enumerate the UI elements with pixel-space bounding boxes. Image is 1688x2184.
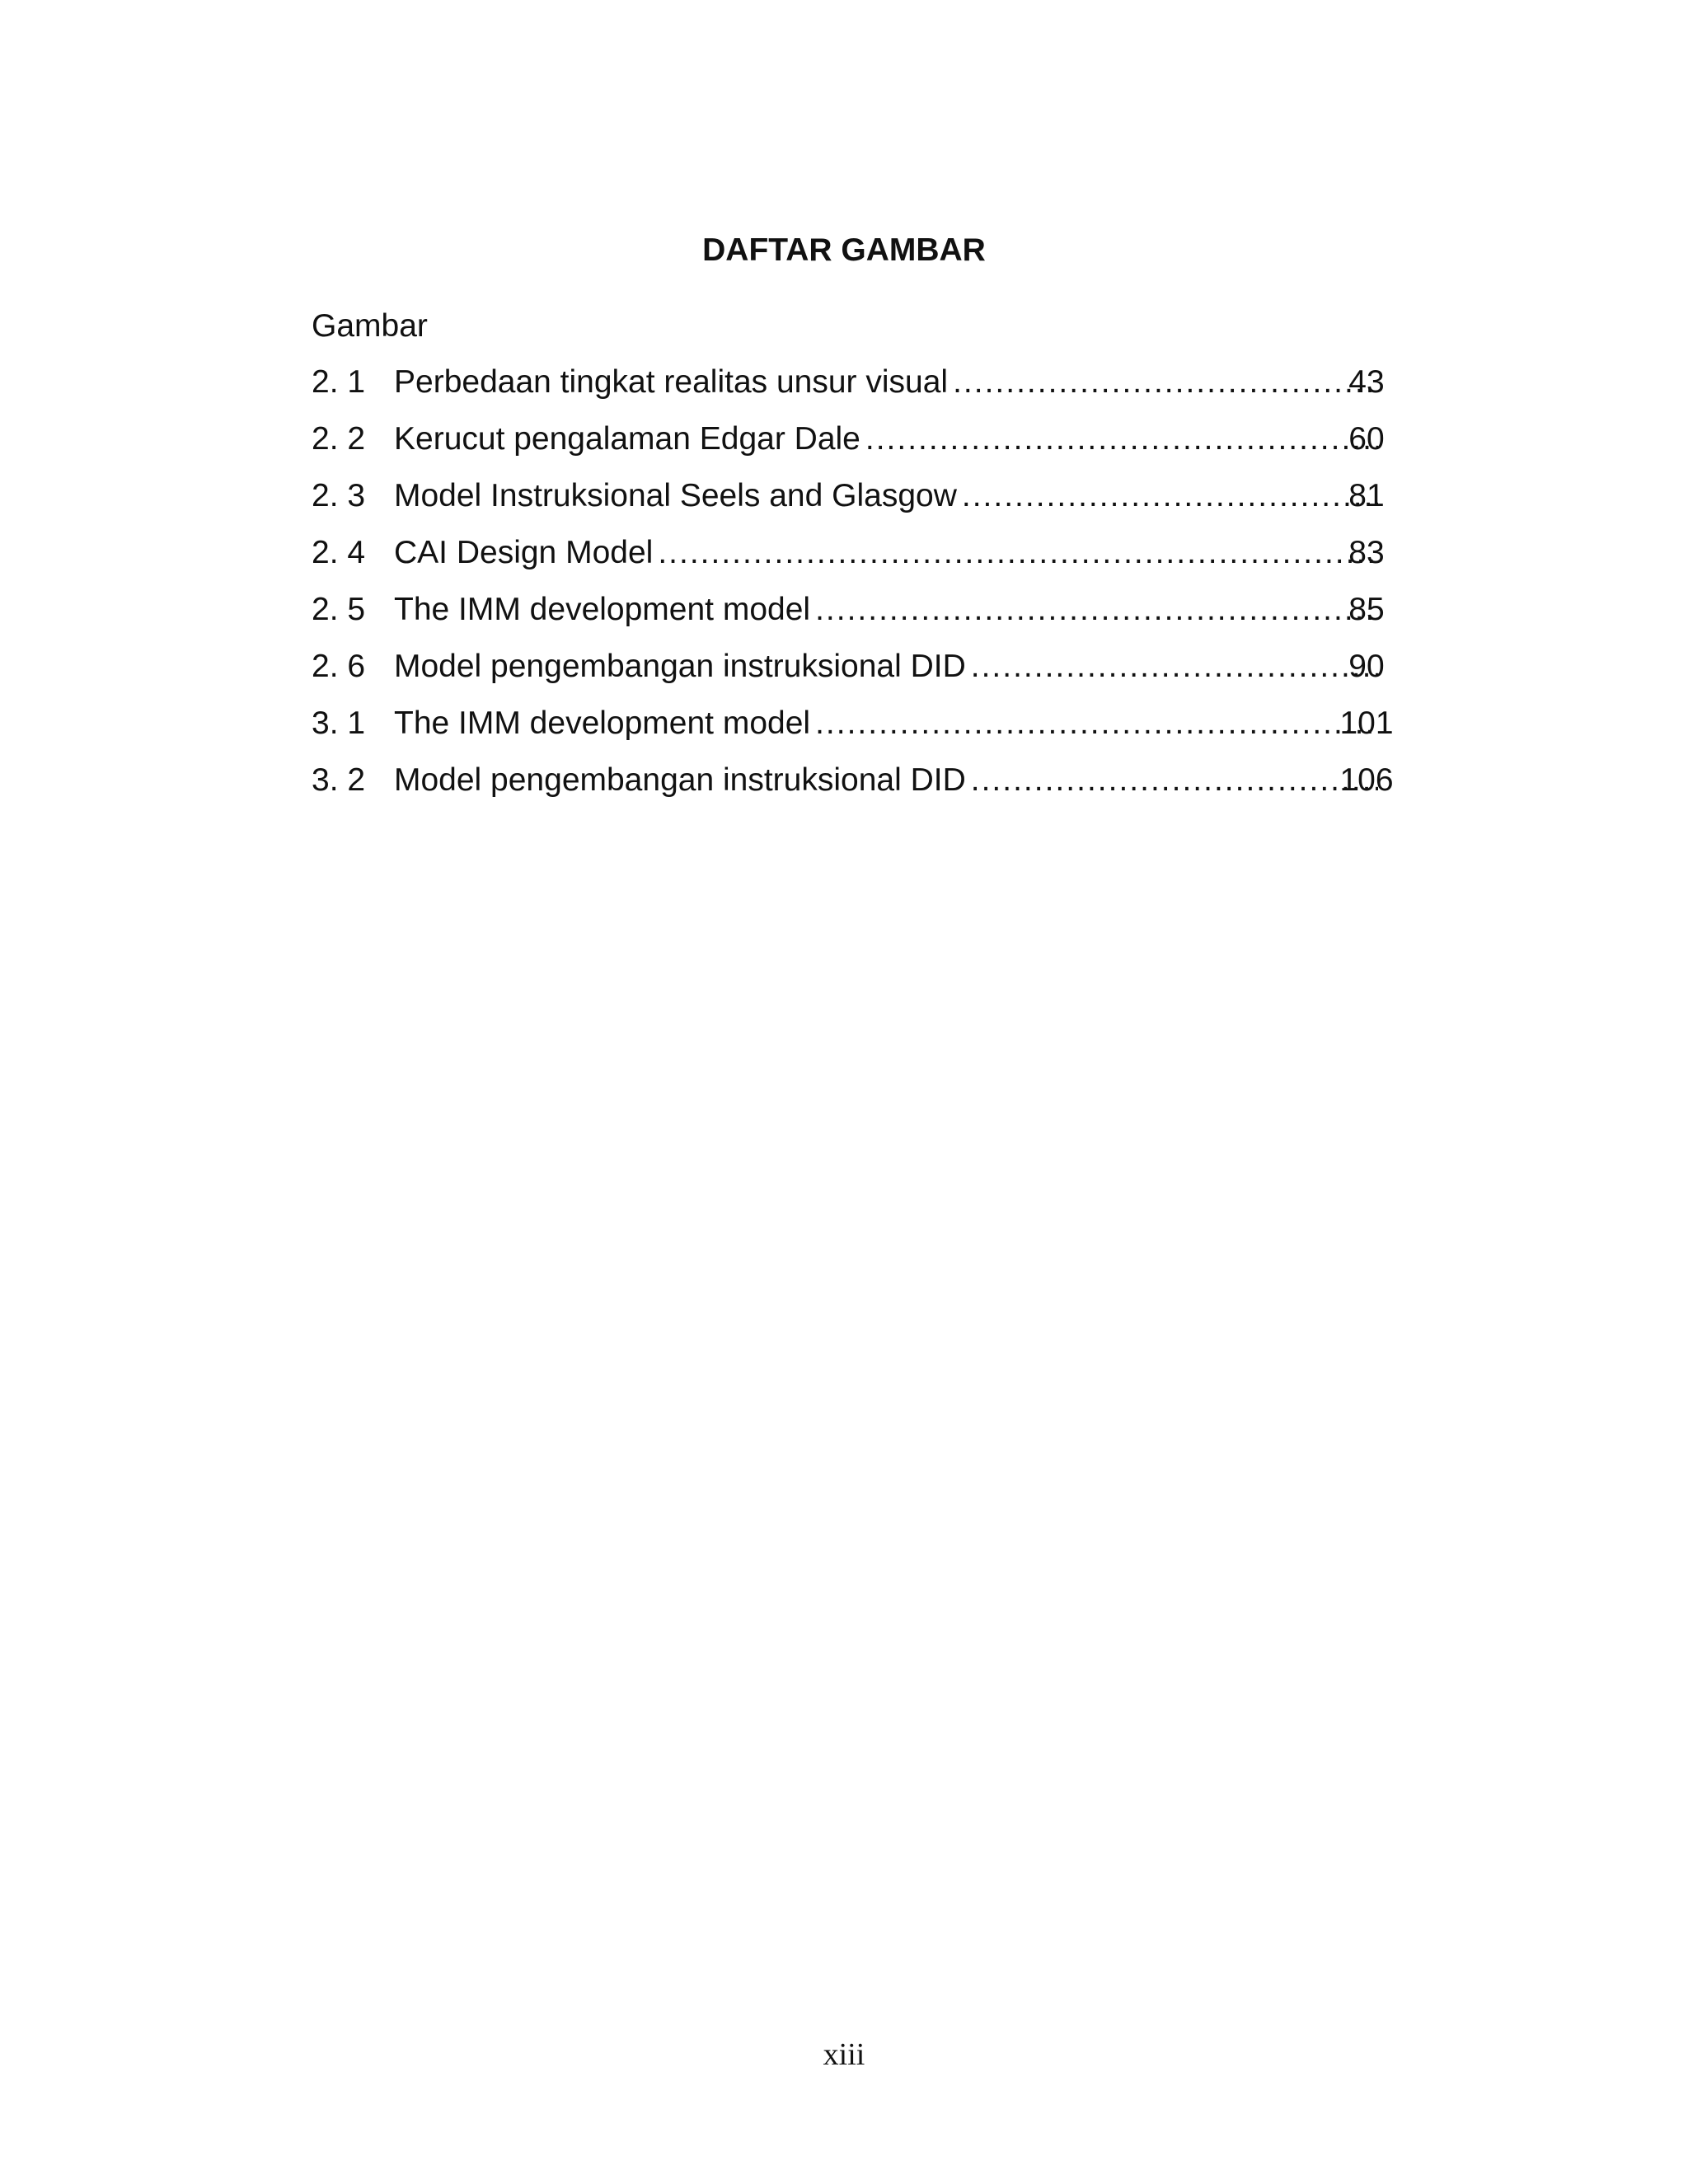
figure-title-line <box>394 533 1378 573</box>
dot-leader <box>953 363 1378 402</box>
figure-title: Model pengembangan instruksional DID <box>394 762 966 798</box>
list-item <box>312 647 1424 704</box>
figure-page-number: 106 <box>1339 762 1394 798</box>
figure-page-number: 60 <box>1348 421 1385 457</box>
figure-page-number: 81 <box>1348 478 1385 513</box>
figure-title: The IMM development model <box>394 705 811 741</box>
figure-title-line <box>394 419 1378 459</box>
figure-title: Model pengembangan instruksional DID <box>394 649 966 684</box>
figure-title-line <box>394 704 1378 743</box>
list-item <box>312 363 1424 419</box>
list-item <box>312 704 1424 761</box>
figure-title-line <box>394 590 1378 630</box>
figure-page-number: 90 <box>1348 649 1385 684</box>
list-item <box>312 761 1424 818</box>
figure-page-number: 83 <box>1348 535 1385 570</box>
list-item <box>312 533 1424 590</box>
figure-title-line <box>394 476 1378 516</box>
figure-number: 2. 2 <box>312 421 366 457</box>
list-item <box>312 476 1424 533</box>
figure-number: 3. 2 <box>312 762 366 798</box>
figure-number: 2. 4 <box>312 535 366 570</box>
figure-number: 2. 1 <box>312 364 366 400</box>
figure-title: Model Instruksional Seels and Glasgow <box>394 478 957 513</box>
figure-title: CAI Design Model <box>394 535 654 570</box>
page-title: DAFTAR GAMBAR <box>702 232 986 268</box>
figure-number: 2. 5 <box>312 592 366 627</box>
dot-leader <box>815 704 1378 743</box>
figure-title: Perbedaan tingkat realitas unsur visual <box>394 364 949 400</box>
dot-leader <box>815 590 1378 630</box>
figure-page-number: 85 <box>1348 592 1385 627</box>
figure-page-number: 101 <box>1339 705 1394 741</box>
figure-title: The IMM development model <box>394 592 811 627</box>
dot-leader <box>962 476 1378 516</box>
dot-leader <box>658 533 1378 573</box>
figure-title-line <box>394 363 1378 402</box>
figure-title: Kerucut pengalaman Edgar Dale <box>394 421 860 457</box>
list-item <box>312 419 1424 476</box>
figure-number: 3. 1 <box>312 705 366 741</box>
figure-page-number: 43 <box>1348 364 1385 400</box>
dot-leader <box>865 419 1378 459</box>
figure-title-line <box>394 647 1378 687</box>
figure-title-line <box>394 761 1378 800</box>
list-item <box>312 590 1424 647</box>
figure-number: 2. 3 <box>312 478 366 513</box>
list-heading: Gambar <box>312 308 428 344</box>
figure-number: 2. 6 <box>312 649 366 684</box>
page-number: xiii <box>823 2037 865 2072</box>
figure-list <box>312 363 1424 818</box>
